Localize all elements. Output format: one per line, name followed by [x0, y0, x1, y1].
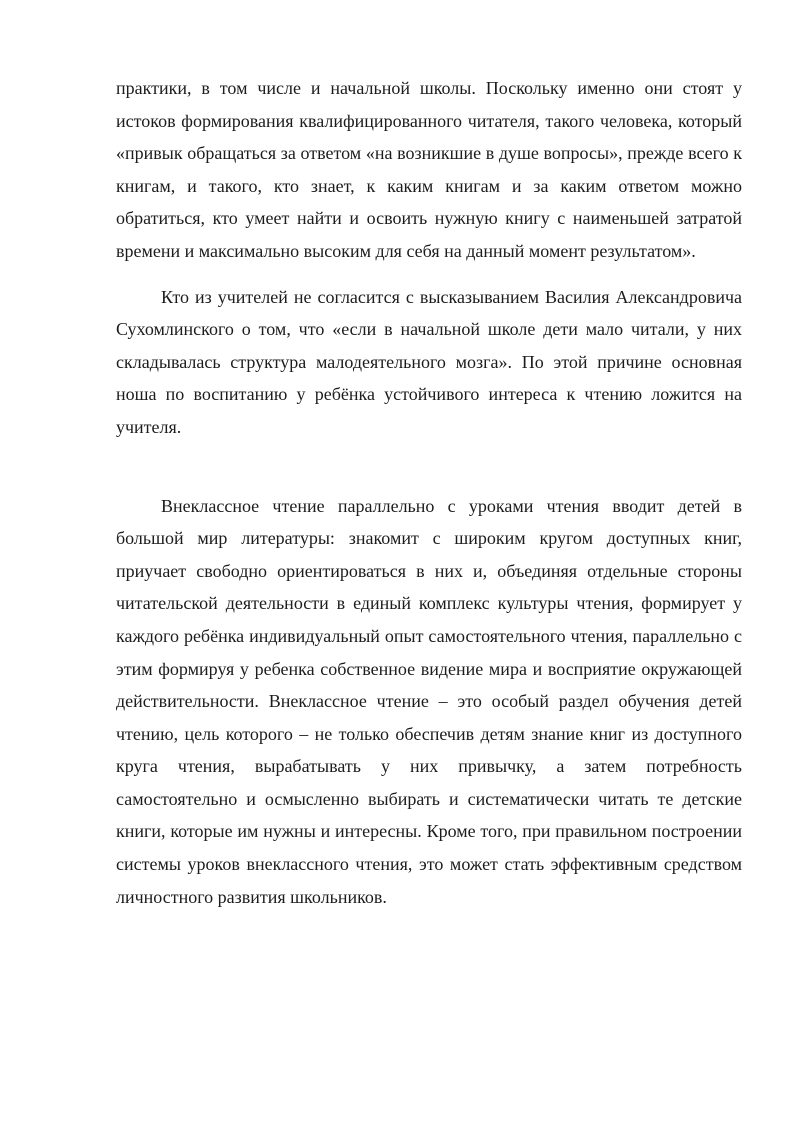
paragraph-extracurricular-reading: Внеклассное чтение параллельно с уроками чтения вводит детей в большой мир литературы: знакомит с широким кругом доступных книг, приучает свободно ориентироваться в них и, объединяя отдельные стороны читательской деятельности в единый комплекс культуры чтения, формирует у каждого ребёнка индивидуальный опыт самостоятельного чтения, параллельно с этим формируя у ребенка собственное видение мира и восприятие окружающей действительности. Внеклассное чтение – это особый раздел обучения детей чтению, цель которого – не только обеспечив детям знание книг из доступного круга чтения, вырабатывать у них привычку, а затем потребность самостоятельно и осмысленно выбирать и систематически читать те детские книги, которые им нужны и интересны. Кроме того, при правильном построении системы уроков внеклассного чтения, это может стать эффективным средством личностного развития школьников. — [116, 495, 742, 907]
document-body — [116, 72, 742, 913]
paragraph-continuation: практики, в том числе и начальной школы. Поскольку именно они стоят у истоков формирования квалифицированного читателя, такого человека, который «привык обращаться за ответом «на возникшие в душе вопросы», прежде всего к книгам, и такого, кто знает, к каким книгам и за каким ответом можно обратиться, кто умеет найти и освоить нужную книгу с наименьшей затратой времени и максимально высоким для себя на данный момент результатом». — [116, 78, 742, 261]
paragraph-sukhomlinsky-quote: Кто из учителей не согласится с высказыванием Василия Александровича Сухомлинского о том, что «если в начальной школе дети мало читали, у них складывалась структура малодеятельного мозга». По этой причине основная ноша по воспитанию у ребёнка устойчивого интереса к чтению ложится на учителя. — [116, 286, 742, 437]
